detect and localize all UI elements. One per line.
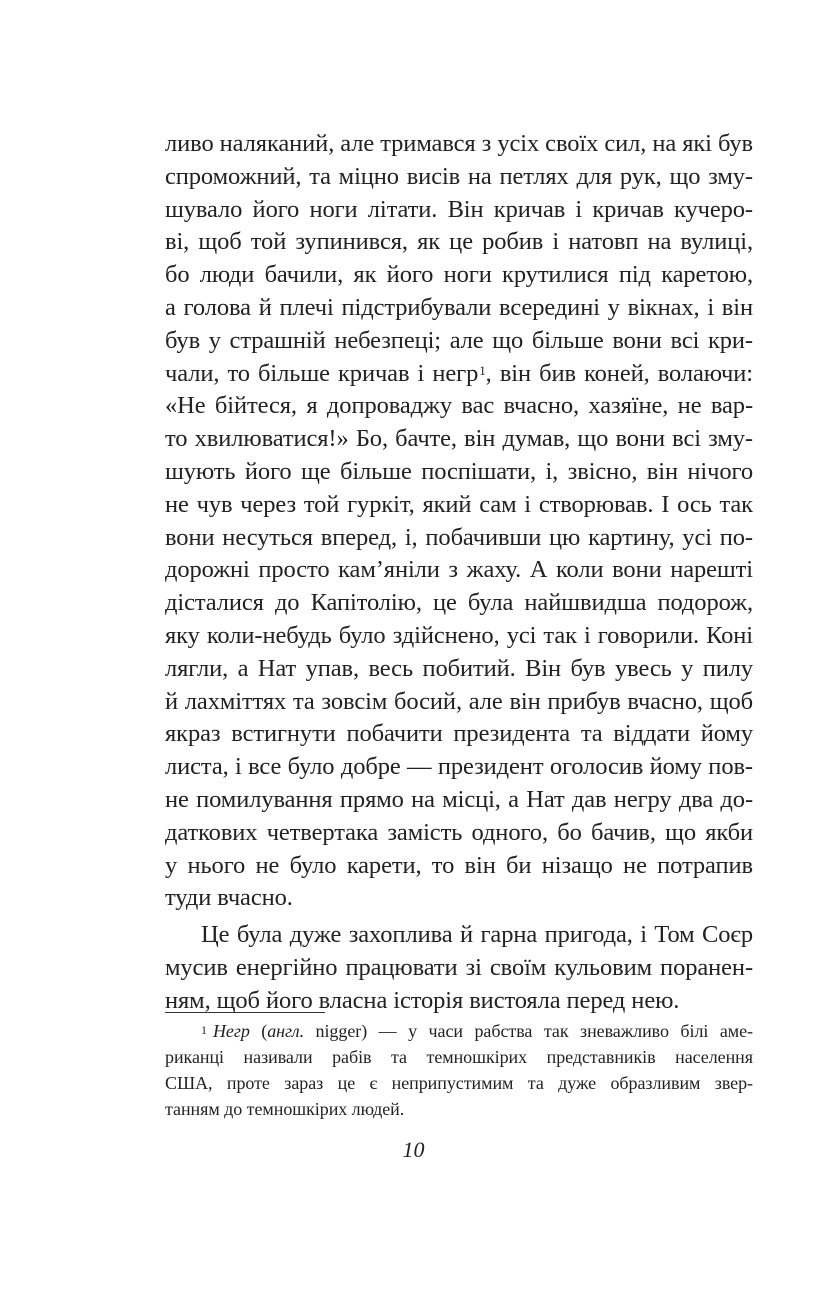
text-line: яку коли-небудь було здійснено, усі так і говорили. Коні [165,621,753,649]
footnote-line: риканці називали рабів та темношкірих представників населення [165,1047,753,1067]
text-segment: ( [261,1021,268,1041]
text-line: то хвилюватися!» Бо, бачте, він думав, що вони всі зму- [165,425,753,453]
text-line: ливо наляканий, але тримався з усіх своїх сил, на які був [165,130,753,157]
footnote-divider [165,1012,325,1013]
paragraph-2 [165,919,753,1017]
text-line: ням, щоб його власна історія вистояла перед нею. [165,986,680,1014]
footnote-line [165,1018,753,1044]
text-line: листа, і все було добре — президент оголосив йому пов- [165,753,753,781]
text-line: мусив енергійно працювати зі своїм кульовим поранен- [165,953,753,981]
text-line: дісталися до Капітолію, це була найшвидша подорож, [165,589,753,617]
text-line: шують його ще більше поспішати, і, звісно, він нічого [165,457,753,485]
footnote [165,1018,753,1122]
text-line: спроможний, та міцно висів на петлях для рук, що зму- [165,162,753,190]
language-abbreviation: англ. [267,1021,305,1041]
text-segment: nigger) — у часи рабства так зневажливо білі аме- [304,1021,754,1041]
text-line: «Не бійтеся, я допроваджу вас вчасно, хазяїне, не вар- [165,392,753,420]
footnote-term: Негр [212,1021,250,1041]
text-line: й лахміттях та зовсім босий, але він прибув вчасно, щоб [165,687,753,715]
text-line: Це була дуже захоплива й гарна пригода, і Том Соєр [201,921,753,949]
text-line: у нього не було карети, то він би нізащо не потрапив [165,851,753,879]
text-line: лягли, а Нат упав, весь побитий. Він був увесь у пилу [165,654,753,682]
main-text [165,128,753,1018]
text-line: ві, щоб той зупинився, як це робив і натовп на вулиці, [165,228,753,256]
text-line: не чув через той гуркіт, який сам і створював. І ось так [165,490,753,518]
text-line: не помилування прямо на місці, а Нат дав негру два до- [165,785,753,813]
footnote-line: танням до темношкірих людей. [165,1099,405,1119]
text-segment: чали, то більше кричав і негр [165,359,479,387]
text-line: а голова й плечі підстрибували всередині у вікнах, і він [165,293,753,321]
footnote-number: 1 [201,1023,207,1037]
footnote-line: США, проте зараз це є неприпустимим та дуже образливим звер- [165,1073,753,1093]
text-line: якраз встигнути побачити президента та віддати йому [165,720,753,748]
text-line: шувало його ноги літати. Він кричав і кричав кучеро- [165,195,753,223]
text-segment: , він бив коней, волаючи: [485,359,753,387]
text-line: вони несуться вперед, і, побачивши цю картину, усі по- [165,523,753,551]
text-line: даткових четвертака замість одного, бо бачив, що якби [165,818,753,846]
footnote-reference: 1 [479,362,486,378]
page-number: 10 [402,1137,425,1162]
text-line: бо люди бачили, як його ноги крутилися під каретою, [165,261,753,289]
text-line: був у страшній небезпеці; але що більше вони всі кри- [165,326,753,354]
text-line-with-footnote [165,358,753,391]
text-line: туди вчасно. [165,884,293,912]
text-line: дорожні просто кам’яніли з жаху. А коли вони нарешті [165,556,753,584]
